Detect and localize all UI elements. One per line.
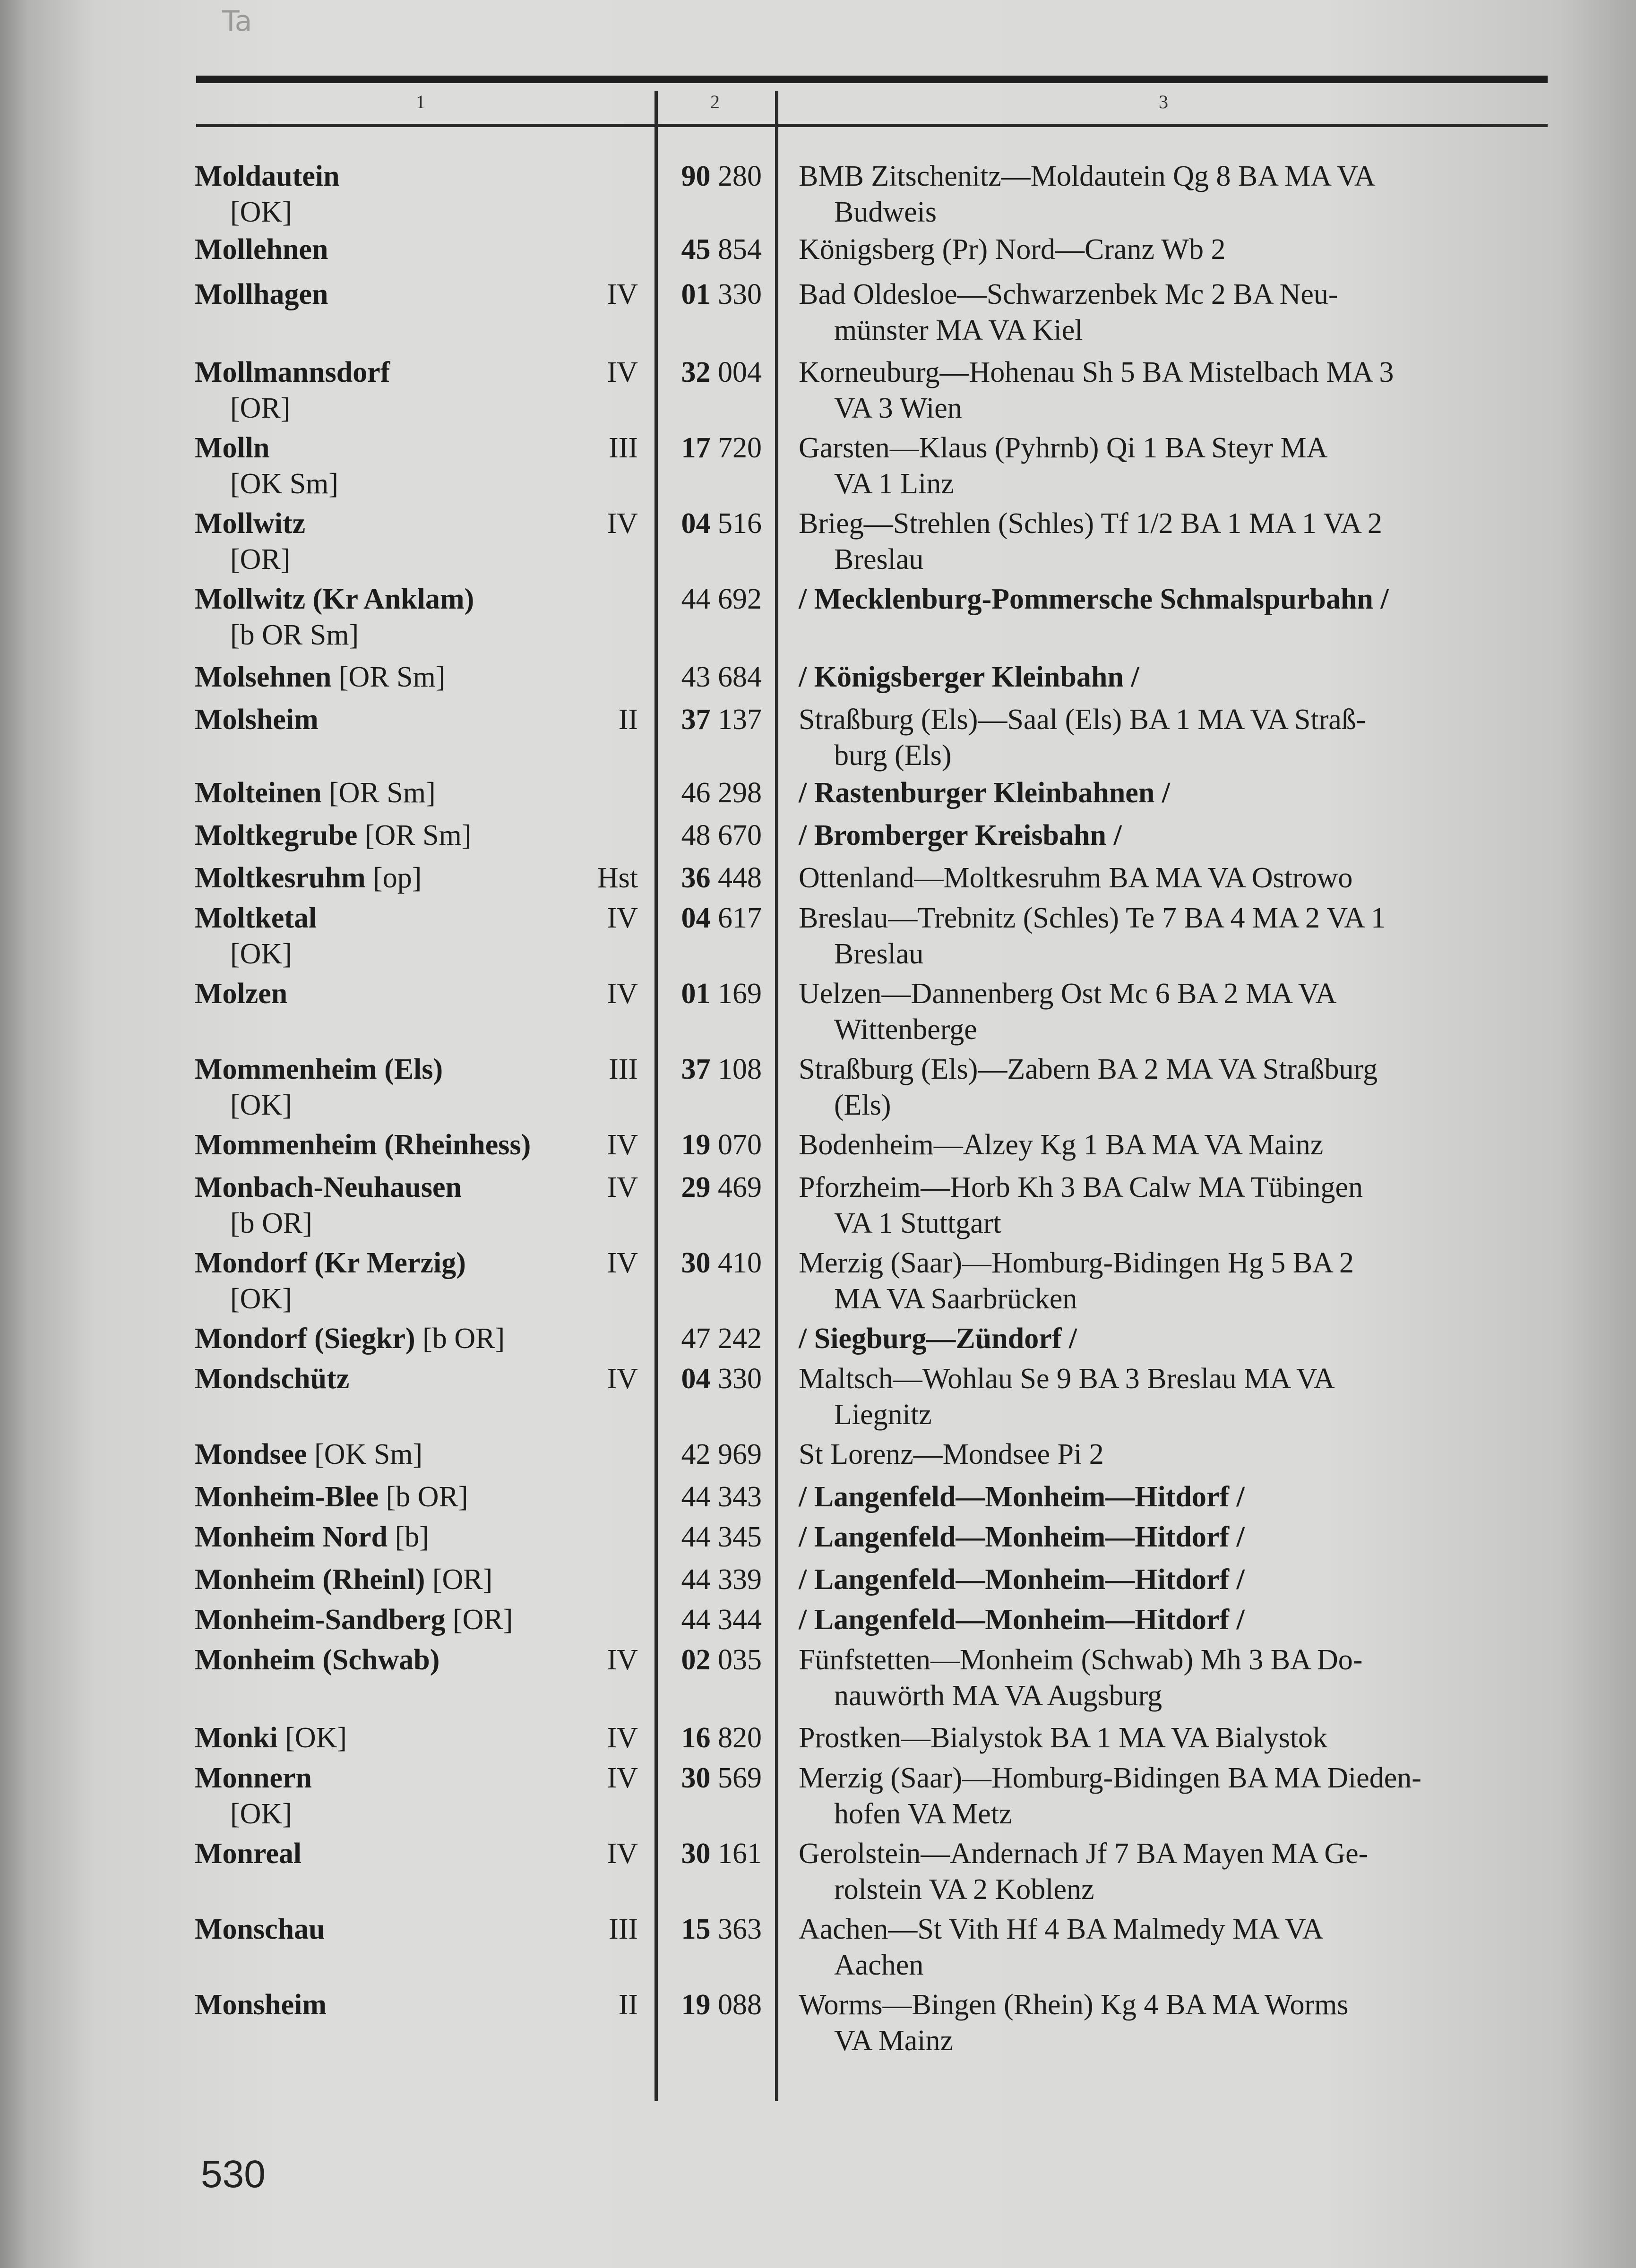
station-remark: [OR Sm] (357, 819, 472, 851)
station-code-prefix: 37 (681, 1053, 711, 1085)
station-name-cell (195, 860, 422, 896)
station-name: Moltketal (195, 902, 317, 934)
station-name-cell (195, 1720, 347, 1756)
station-code (681, 1519, 762, 1555)
station-code (681, 1127, 762, 1163)
station-code-number: 469 (718, 1171, 762, 1203)
station-remark: [OK Sm] (230, 468, 339, 500)
station-code (681, 1602, 762, 1638)
station-code (681, 976, 762, 1012)
station-code-number: 070 (718, 1129, 762, 1161)
station-class: IV (607, 1722, 638, 1754)
station-code-prefix: 04 (681, 902, 711, 934)
station-code (681, 1720, 762, 1756)
station-remark: [OK] (230, 1798, 292, 1830)
station-code (681, 1051, 762, 1087)
station-code-prefix: 19 (681, 1129, 711, 1161)
station-remark: [b OR] (379, 1481, 468, 1513)
route-description (799, 1720, 1555, 1756)
route-description (799, 1602, 1555, 1638)
corner-mark: Ta (222, 5, 252, 38)
station-code (681, 232, 762, 267)
route-line-1: / Bromberger Kreisbahn / (799, 819, 1122, 851)
station-name: Monki (195, 1722, 278, 1754)
station-name: Molzen (195, 978, 288, 1010)
station-code-prefix: 45 (681, 233, 711, 266)
station-class: IV (607, 507, 638, 540)
route-line-1: Brieg—Strehlen (Schles) Tf 1/2 BA 1 MA 1 VA 2 (799, 507, 1382, 540)
header-rule (196, 124, 1548, 127)
route-line-1: Aachen—St Vith Hf 4 BA Malmedy MA VA (799, 1913, 1324, 1945)
station-code-number: 569 (718, 1762, 762, 1794)
route-line-2: (Els) (834, 1089, 891, 1121)
station-class: IV (607, 1247, 638, 1279)
station-name-cell (195, 506, 305, 577)
station-name-cell (195, 817, 472, 853)
station-code-prefix: 29 (681, 1171, 711, 1203)
station-code-number: 854 (718, 233, 762, 266)
route-description (799, 976, 1555, 1048)
station-class: IV (607, 1129, 638, 1161)
column-header-3: 3 (1159, 91, 1168, 112)
route-description (799, 1245, 1555, 1317)
station-name-cell (195, 1436, 422, 1472)
station-class: IV (607, 978, 638, 1010)
station-code-prefix: 36 (681, 862, 711, 894)
route-line-1: Merzig (Saar)—Homburg-Bidingen Hg 5 BA 2 (799, 1247, 1354, 1279)
route-line-1: Bad Oldesloe—Schwarzenbek Mc 2 BA Neu- (799, 278, 1338, 310)
station-name-cell (195, 1602, 513, 1638)
station-name-cell (195, 430, 338, 502)
route-line-2: VA 1 Linz (834, 468, 954, 500)
station-code-number: 004 (718, 356, 762, 388)
station-code-prefix: 16 (681, 1722, 711, 1754)
station-name: Molteinen (195, 777, 322, 809)
station-code-prefix: 17 (681, 432, 711, 464)
station-name-cell (195, 659, 446, 695)
station-code (681, 1361, 762, 1397)
station-code-prefix: 04 (681, 1363, 711, 1395)
route-description (799, 158, 1555, 230)
station-name: Mommenheim (Els) (195, 1053, 443, 1085)
station-name: Mommenheim (Rheinhess) (195, 1129, 531, 1161)
station-code (681, 775, 762, 811)
station-name-cell (195, 1760, 312, 1832)
route-description (799, 1760, 1555, 1832)
station-class: IV (607, 902, 638, 934)
route-line-1: Bodenheim—Alzey Kg 1 BA MA VA Mainz (799, 1129, 1324, 1161)
station-class: IV (607, 1363, 638, 1395)
route-line-2: Budweis (834, 196, 937, 228)
station-code-prefix: 30 (681, 1838, 711, 1870)
station-class: III (609, 1053, 638, 1085)
station-code-number: 720 (718, 432, 762, 464)
station-name: Monheim-Sandberg (195, 1604, 446, 1636)
station-code-number: 44 345 (681, 1521, 762, 1553)
column-header-1: 1 (416, 91, 425, 112)
station-class: IV (607, 356, 638, 388)
station-name: Monreal (195, 1838, 302, 1870)
station-name-cell (195, 158, 340, 230)
station-name-cell (195, 581, 474, 653)
route-description (799, 430, 1555, 502)
station-code-number: 820 (718, 1722, 762, 1754)
station-name: Molsehnen (195, 661, 332, 693)
route-description (799, 659, 1555, 695)
station-class: III (609, 432, 638, 464)
station-name-cell (195, 1642, 439, 1678)
station-name-cell (195, 1051, 443, 1123)
station-code-number: 47 242 (681, 1323, 762, 1355)
station-code (681, 276, 762, 312)
station-name-cell (195, 1911, 325, 1947)
route-line-1: Straßburg (Els)—Zabern BA 2 MA VA Straßburg (799, 1053, 1378, 1085)
route-line-1: / Rastenburger Kleinbahnen / (799, 777, 1171, 809)
station-code (681, 1479, 762, 1515)
station-code-number: 48 670 (681, 819, 762, 851)
station-remark: [OR Sm] (321, 777, 436, 809)
station-code (681, 1321, 762, 1357)
station-class: IV (607, 1838, 638, 1870)
station-code-number: 516 (718, 507, 762, 540)
station-name-cell (195, 1127, 531, 1163)
station-name: Moldautein (195, 160, 340, 192)
station-name-cell (195, 1987, 327, 2023)
route-line-1: / Königsberger Kleinbahn / (799, 661, 1139, 693)
station-remark: [OR] (230, 543, 291, 576)
route-description (799, 1479, 1555, 1515)
station-name-cell (195, 702, 319, 738)
station-code-number: 44 344 (681, 1604, 762, 1636)
route-description (799, 702, 1555, 773)
route-line-1: Fünfstetten—Monheim (Schwab) Mh 3 BA Do- (799, 1644, 1363, 1676)
route-line-1: / Langenfeld—Monheim—Hitdorf / (799, 1521, 1245, 1553)
route-description (799, 1169, 1555, 1241)
station-name: Monschau (195, 1913, 325, 1945)
station-name-cell (195, 1519, 429, 1555)
station-code-number: 44 343 (681, 1481, 762, 1513)
route-line-1: Merzig (Saar)—Homburg-Bidingen BA MA Dieden- (799, 1762, 1421, 1794)
station-code-number: 330 (718, 278, 762, 310)
station-remark: [b OR Sm] (230, 619, 359, 651)
station-code (681, 1169, 762, 1205)
route-line-1: Pforzheim—Horb Kh 3 BA Calw MA Tübingen (799, 1171, 1363, 1203)
station-name: Mollwitz (Kr Anklam) (195, 583, 474, 615)
station-code-prefix: 32 (681, 356, 711, 388)
station-name: Monheim Nord (195, 1521, 388, 1553)
station-name: Monheim (Schwab) (195, 1644, 440, 1676)
station-remark: [OK] (230, 938, 292, 970)
station-remark: [op] (365, 862, 422, 894)
station-code (681, 1562, 762, 1598)
route-description (799, 1836, 1555, 1907)
route-description (799, 354, 1555, 426)
route-line-2: Wittenberge (834, 1014, 977, 1046)
route-line-1: Maltsch—Wohlau Se 9 BA 3 Breslau MA VA (799, 1363, 1335, 1395)
station-name: Mollmannsdorf (195, 356, 390, 388)
route-description (799, 1911, 1555, 1983)
station-code-prefix: 37 (681, 704, 711, 736)
station-name-cell (195, 354, 390, 426)
station-name: Mollehnen (195, 233, 328, 266)
station-code-number: 363 (718, 1913, 762, 1945)
station-code-number: 448 (718, 862, 762, 894)
station-name: Monbach-Neuhausen (195, 1171, 462, 1203)
station-name-cell (195, 775, 436, 811)
station-code-prefix: 04 (681, 507, 711, 540)
route-description (799, 900, 1555, 972)
station-code-number: 44 339 (681, 1564, 762, 1596)
route-line-1: / Langenfeld—Monheim—Hitdorf / (799, 1564, 1245, 1596)
station-name: Moltkesruhm (195, 862, 366, 894)
station-remark: [OK] (230, 196, 292, 228)
route-line-1: / Langenfeld—Monheim—Hitdorf / (799, 1604, 1245, 1636)
station-name-cell (195, 232, 328, 267)
station-code (681, 430, 762, 466)
station-code-number: 410 (718, 1247, 762, 1279)
station-remark: [OK Sm] (307, 1438, 423, 1470)
route-line-1: / Langenfeld—Monheim—Hitdorf / (799, 1481, 1245, 1513)
station-name-cell (195, 1321, 505, 1357)
route-line-2: hofen VA Metz (834, 1798, 1012, 1830)
route-line-2: Liegnitz (834, 1399, 932, 1431)
route-line-1: Gerolstein—Andernach Jf 7 BA Mayen MA Ge- (799, 1838, 1369, 1870)
station-code (681, 1642, 762, 1678)
station-code (681, 817, 762, 853)
station-code-number: 42 969 (681, 1438, 762, 1470)
route-line-1: Breslau—Trebnitz (Schles) Te 7 BA 4 MA 2 VA 1 (799, 902, 1386, 934)
route-description (799, 1562, 1555, 1598)
route-line-2: burg (Els) (834, 739, 952, 772)
station-code (681, 354, 762, 390)
route-description (799, 1436, 1555, 1472)
station-code (681, 1760, 762, 1796)
route-description (799, 506, 1555, 577)
route-line-1: Korneuburg—Hohenau Sh 5 BA Mistelbach MA 3 (799, 356, 1394, 388)
station-code-number: 330 (718, 1363, 762, 1395)
station-class: IV (607, 1171, 638, 1203)
station-remark: [b] (387, 1521, 429, 1553)
route-line-2: Breslau (834, 938, 924, 970)
station-code (681, 1836, 762, 1872)
station-remark: [OR] (425, 1564, 493, 1596)
station-code-number: 108 (718, 1053, 762, 1085)
station-class: Hst (597, 862, 638, 894)
route-description (799, 1519, 1555, 1555)
route-line-1: Ottenland—Moltkesruhm BA MA VA Ostrowo (799, 862, 1353, 894)
station-name-cell (195, 1562, 492, 1598)
column-header-2: 2 (710, 91, 720, 112)
station-name: Monheim (Rheinl) (195, 1564, 425, 1596)
route-line-2: münster MA VA Kiel (834, 314, 1083, 346)
route-description (799, 1642, 1555, 1714)
station-code-number: 035 (718, 1644, 762, 1676)
column-divider-2 (775, 91, 778, 2101)
station-remark: [OK] (277, 1722, 347, 1754)
station-class: IV (607, 1644, 638, 1676)
column-divider-1 (654, 91, 658, 2101)
route-description (799, 1127, 1555, 1163)
route-description (799, 1361, 1555, 1433)
station-name-cell (195, 1836, 301, 1872)
route-line-2: VA 1 Stuttgart (834, 1207, 1001, 1239)
station-name: Mollhagen (195, 278, 328, 310)
route-line-1: BMB Zitschenitz—Moldautein Qg 8 BA MA VA (799, 160, 1376, 192)
station-name: Monsheim (195, 1989, 327, 2021)
page-number: 530 (201, 2153, 266, 2196)
station-name: Moltkegrube (195, 819, 358, 851)
station-code-number: 169 (718, 978, 762, 1010)
station-code-prefix: 15 (681, 1913, 711, 1945)
route-line-2: VA 3 Wien (834, 392, 962, 424)
station-code (681, 1911, 762, 1947)
station-code-prefix: 02 (681, 1644, 711, 1676)
station-name: Molln (195, 432, 270, 464)
route-line-1: / Mecklenburg-Pommersche Schmalspurbahn / (799, 583, 1389, 615)
station-name-cell (195, 1169, 462, 1241)
station-code (681, 506, 762, 541)
station-name-cell (195, 1245, 466, 1317)
station-class: IV (607, 278, 638, 310)
station-code-prefix: 30 (681, 1762, 711, 1794)
station-class: III (609, 1913, 638, 1945)
station-name: Monheim-Blee (195, 1481, 379, 1513)
station-code (681, 1987, 762, 2023)
station-name-cell (195, 900, 317, 972)
route-description (799, 232, 1555, 267)
station-name: Mondschütz (195, 1363, 350, 1395)
station-code (681, 860, 762, 896)
station-code-prefix: 19 (681, 1989, 711, 2021)
station-remark: [OK] (230, 1089, 292, 1121)
route-description (799, 1051, 1555, 1123)
station-name-cell (195, 276, 328, 312)
station-class: IV (607, 1762, 638, 1794)
station-code-number: 137 (718, 704, 762, 736)
route-line-2: MA VA Saarbrücken (834, 1283, 1077, 1315)
station-code-number: 46 298 (681, 777, 762, 809)
station-remark: [OR Sm] (331, 661, 446, 693)
route-line-2: VA Mainz (834, 2025, 954, 2057)
route-line-1: St Lorenz—Mondsee Pi 2 (799, 1438, 1104, 1470)
station-remark: [OR] (445, 1604, 513, 1636)
station-code-prefix: 30 (681, 1247, 711, 1279)
route-line-2: Aachen (834, 1949, 924, 1981)
station-name-cell (195, 1479, 468, 1515)
station-code (681, 659, 762, 695)
station-name: Mondsee (195, 1438, 307, 1470)
station-remark: [b OR] (415, 1323, 505, 1355)
station-code-number: 088 (718, 1989, 762, 2021)
station-name: Mondorf (Siegkr) (195, 1323, 415, 1355)
route-line-1: Königsberg (Pr) Nord—Cranz Wb 2 (799, 233, 1226, 266)
station-code-prefix: 90 (681, 160, 711, 192)
station-name: Mollwitz (195, 507, 306, 540)
station-code (681, 1245, 762, 1281)
station-code (681, 900, 762, 936)
route-line-1: / Siegburg—Zündorf / (799, 1323, 1077, 1355)
route-line-1: Worms—Bingen (Rhein) Kg 4 BA MA Worms (799, 1989, 1349, 2021)
station-code-number: 44 692 (681, 583, 762, 615)
route-description (799, 1321, 1555, 1357)
route-description (799, 1987, 1555, 2059)
route-line-2: nauwörth MA VA Augsburg (834, 1680, 1162, 1712)
station-class: II (618, 1989, 638, 2021)
route-line-2: rolstein VA 2 Koblenz (834, 1873, 1094, 1906)
route-description (799, 775, 1555, 811)
route-description (799, 276, 1555, 348)
station-name: Monnern (195, 1762, 312, 1794)
route-line-1: Straßburg (Els)—Saal (Els) BA 1 MA VA Straß- (799, 704, 1366, 736)
route-description (799, 817, 1555, 853)
station-code (681, 702, 762, 738)
station-code-number: 43 684 (681, 661, 762, 693)
route-description (799, 581, 1555, 617)
station-code-number: 161 (718, 1838, 762, 1870)
station-name: Molsheim (195, 704, 319, 736)
station-name-cell (195, 1361, 349, 1397)
station-code-prefix: 01 (681, 978, 711, 1010)
station-code-number: 617 (718, 902, 762, 934)
route-description (799, 860, 1555, 896)
station-code (681, 581, 762, 617)
top-rule (196, 76, 1548, 83)
station-name: Mondorf (Kr Merzig) (195, 1247, 466, 1279)
station-code-prefix: 01 (681, 278, 711, 310)
route-line-1: Prostken—Bialystok BA 1 MA VA Bialystok (799, 1722, 1328, 1754)
station-remark: [OK] (230, 1283, 292, 1315)
route-line-1: Garsten—Klaus (Pyhrnb) Qi 1 BA Steyr MA (799, 432, 1328, 464)
route-line-2: Breslau (834, 543, 924, 576)
station-class: II (618, 704, 638, 736)
station-name-cell (195, 976, 287, 1012)
station-code-number: 280 (718, 160, 762, 192)
station-remark: [b OR] (230, 1207, 312, 1239)
route-line-1: Uelzen—Dannenberg Ost Mc 6 BA 2 MA VA (799, 978, 1337, 1010)
station-code (681, 1436, 762, 1472)
station-remark: [OR] (230, 392, 291, 424)
station-code (681, 158, 762, 194)
